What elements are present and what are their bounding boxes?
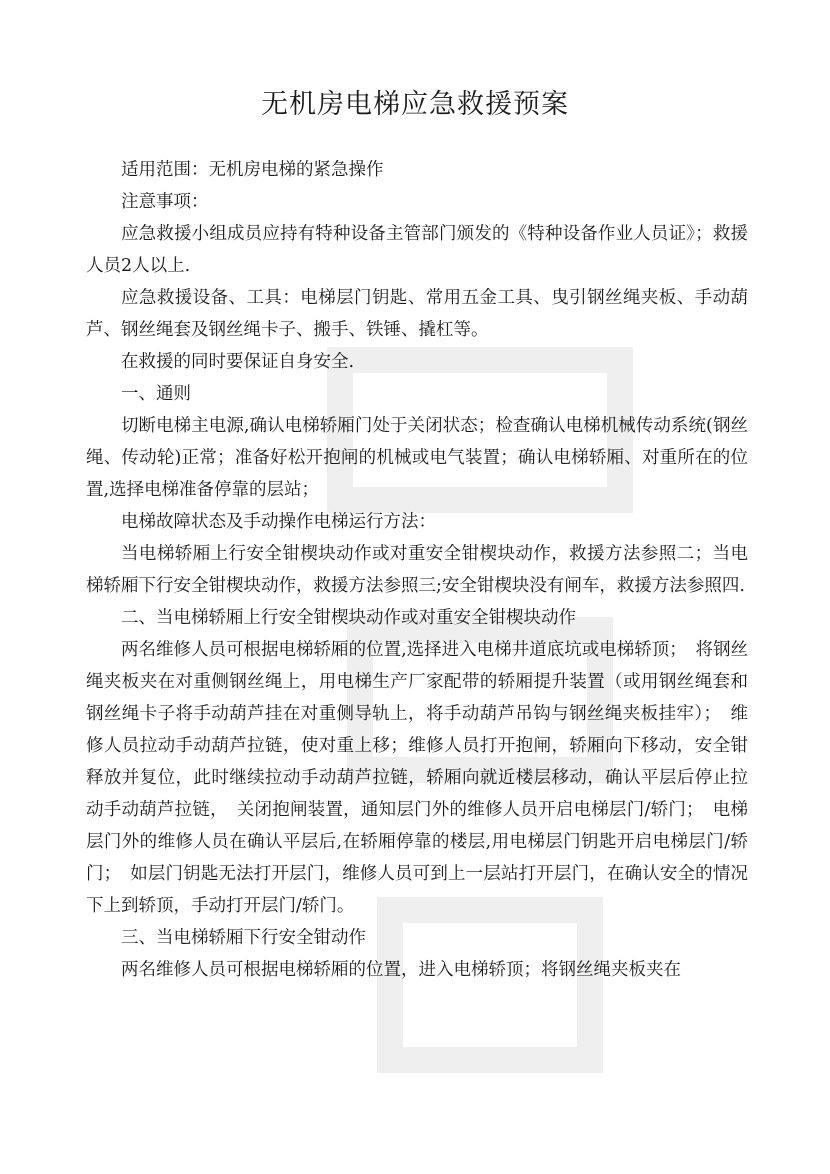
paragraph-equipment: 应急救援设备、工具：电梯层门钥匙、常用五金工具、曳引钢丝绳夹板、手动葫芦、钢丝绳套及钢丝绳卡子、搬手、铁锤、撬杠等。 [86, 288, 748, 340]
paragraph-safety: 在救援的同时要保证自身安全. [121, 352, 355, 372]
paragraph-section-two: 两名维修人员可根据电梯轿厢的位置,选择进入电梯井道底坑或电梯轿顶； 将钢丝绳夹板夹在对重侧钢丝绳上，用电梯生产厂家配带的轿厢提升装置（或用钢丝绳套和钢丝绳卡子将手动葫芦挂在对重侧导轨上，将手动葫芦吊钩与钢丝绳夹板挂牢）； 维修人员拉动手动葫芦拉链，使对重上移；维修人员打开抱闸，轿厢向下移动，安全钳释放并复位，此时继续拉动手动葫芦拉链，轿厢向就近楼层移动，确认平层后停止拉动手动葫芦拉链， 关闭抱闸装置，通知层门外的维修人员开启电梯层门/轿门； 电梯层门外的维修人员在确认平层后,在轿厢停靠的楼层,用电梯层门钥匙开启电梯层门/轿门； 如层门钥匙无法打开层门，维修人员可到上一层站打开层门，在确认安全的情况下上到轿顶，手动打开层门/轿门。 [86, 640, 748, 916]
paragraph-fault-methods-heading: 电梯故障状态及手动操作电梯运行方法： [121, 512, 436, 532]
document-body [86, 154, 748, 986]
section-heading-three: 三、当电梯轿厢下行安全钳动作 [121, 928, 366, 948]
section-heading-general: 一、通则 [121, 384, 191, 404]
paragraph-fault-methods: 当电梯轿厢上行安全钳楔块动作或对重安全钳楔块动作，救援方法参照二；当电梯轿厢下行安全钳楔块动作，救援方法参照三;安全钳楔块没有闸车，救援方法参照四. [86, 544, 748, 596]
paragraph-certificate: 应急救援小组成员应持有特种设备主管部门颁发的《特种设备作业人员证》；救援人员2人以上. [86, 224, 748, 276]
paragraph-scope: 适用范围：无机房电梯的紧急操作 [121, 160, 384, 180]
paragraph-section-three: 两名维修人员可根据电梯轿厢的位置，进入电梯轿顶；将钢丝绳夹板夹在 [121, 960, 681, 980]
document-title: 无机房电梯应急救援预案 [261, 89, 569, 120]
section-heading-two: 二、当电梯轿厢上行安全钳楔块动作或对重安全钳楔块动作 [121, 608, 576, 628]
paragraph-notes-heading: 注意事项： [121, 192, 209, 212]
paragraph-general: 切断电梯主电源,确认电梯轿厢门处于关闭状态；检查确认电梯机械传动系统(钢丝绳、传动轮)正常；准备好松开抱闸的机械或电气装置；确认电梯轿厢、对重所在的位置,选择电梯准备停靠的层站； [86, 416, 748, 500]
